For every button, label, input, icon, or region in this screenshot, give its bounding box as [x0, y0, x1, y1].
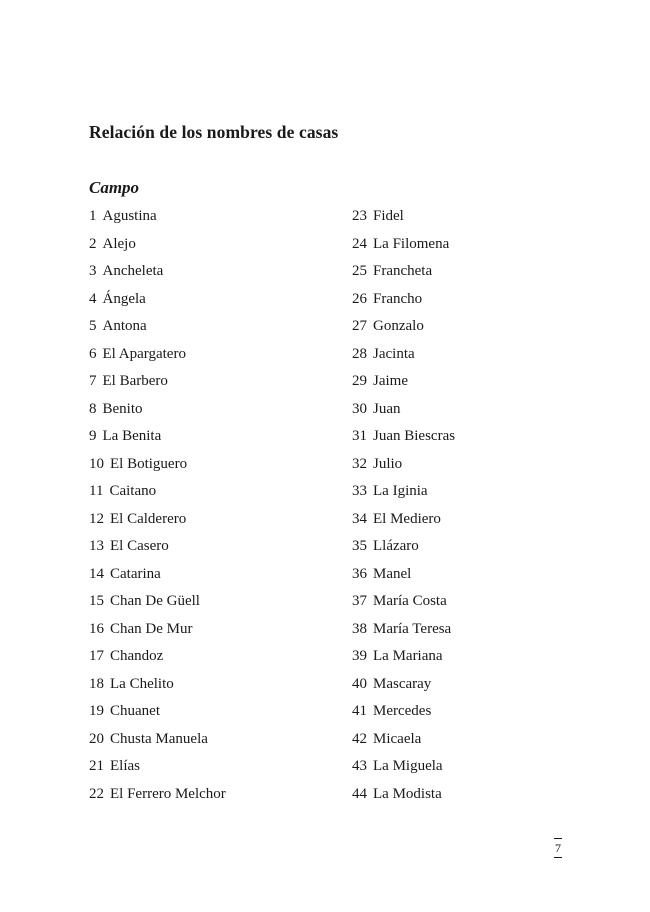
list-item — [352, 451, 455, 479]
list-item — [89, 203, 226, 231]
entry-number: 35 — [352, 538, 367, 554]
page-number-rule-top — [554, 838, 562, 839]
entry-number: 22 — [89, 785, 104, 802]
entry-name: Ángela — [102, 290, 146, 307]
entry-name: Chuanet — [110, 703, 160, 719]
list-item — [352, 203, 455, 231]
entry-number: 26 — [352, 290, 367, 307]
entry-number: 6 — [89, 345, 97, 362]
entry-number: 10 — [89, 455, 104, 472]
entry-name: Manel — [373, 565, 412, 582]
entry-name: Francho — [373, 290, 423, 307]
entry-number: 7 — [89, 373, 97, 389]
entry-number: 15 — [89, 593, 104, 609]
list-item — [352, 478, 455, 506]
name-list-right — [352, 203, 455, 808]
list-item — [89, 671, 226, 699]
entry-number: 23 — [352, 208, 367, 224]
entry-name: La Filomena — [373, 235, 450, 252]
page-number — [551, 836, 565, 860]
entry-number: 27 — [352, 318, 367, 334]
entry-name: Julio — [373, 455, 403, 472]
entry-name: Caitano — [109, 483, 157, 499]
entry-number: 36 — [352, 565, 367, 582]
page-title: Relación de los nombres de casas — [89, 122, 339, 142]
list-item — [352, 588, 455, 616]
entry-name: Jaime — [373, 373, 408, 389]
entry-number: 34 — [352, 510, 367, 527]
list-item — [352, 643, 455, 671]
list-item — [89, 533, 226, 561]
entry-name: Jacinta — [373, 345, 415, 362]
name-list-left — [89, 203, 226, 808]
entry-name: Fidel — [373, 208, 404, 224]
entry-number: 32 — [352, 455, 367, 472]
list-item — [89, 286, 226, 314]
entry-name: El Ferrero Melchor — [110, 785, 226, 802]
entry-number: 20 — [89, 730, 104, 747]
entry-number: 16 — [89, 620, 104, 637]
entry-name: Chan De Mur — [110, 620, 193, 637]
entry-number: 37 — [352, 593, 367, 609]
entry-number: 14 — [89, 565, 104, 582]
entry-number: 11 — [89, 483, 104, 499]
entry-number: 18 — [89, 675, 104, 692]
entry-number: 42 — [352, 730, 367, 747]
list-item — [89, 588, 226, 616]
entry-number: 40 — [352, 675, 367, 692]
entry-number: 24 — [352, 235, 367, 252]
entry-name: La Miguela — [373, 758, 443, 774]
list-item — [352, 313, 455, 341]
entry-name: Llázaro — [373, 538, 419, 554]
entry-name: El Barbero — [102, 373, 168, 389]
list-item — [352, 396, 455, 424]
entry-name: Benito — [102, 400, 143, 417]
list-item — [89, 561, 226, 589]
list-item — [89, 451, 226, 479]
entry-number: 2 — [89, 235, 97, 252]
entry-name: María Teresa — [373, 620, 452, 637]
entry-number: 13 — [89, 538, 104, 554]
list-item — [352, 368, 455, 396]
list-item — [89, 258, 226, 286]
entry-name: El Casero — [110, 538, 169, 554]
list-item — [89, 341, 226, 369]
list-item — [352, 258, 455, 286]
list-item — [352, 423, 455, 451]
list-item — [89, 753, 226, 781]
list-item — [352, 506, 455, 534]
entry-number: 33 — [352, 483, 367, 499]
entry-number: 19 — [89, 703, 104, 719]
list-item — [89, 616, 226, 644]
list-item — [352, 231, 455, 259]
list-item — [352, 533, 455, 561]
list-item — [89, 726, 226, 754]
entry-name: La Modista — [373, 785, 442, 802]
entry-name: Chusta Manuela — [110, 730, 208, 747]
entry-name: Francheta — [373, 263, 433, 279]
entry-name: El Mediero — [373, 510, 441, 527]
entry-number: 3 — [89, 263, 97, 279]
entry-name: La Mariana — [373, 648, 443, 664]
entry-name: El Calderero — [110, 510, 187, 527]
entry-name: Catarina — [110, 565, 161, 582]
entry-name: El Botiguero — [110, 455, 188, 472]
entry-name: Juan — [373, 400, 401, 417]
entry-name: Gonzalo — [373, 318, 424, 334]
page-number-text: 7 — [555, 841, 561, 855]
entry-number: 39 — [352, 648, 367, 664]
entry-name: María Costa — [373, 593, 447, 609]
entry-number: 9 — [89, 428, 97, 444]
list-item — [89, 506, 226, 534]
entry-number: 43 — [352, 758, 367, 774]
section-title: Campo — [89, 178, 140, 197]
list-item — [89, 478, 226, 506]
entry-name: Chan De Güell — [110, 593, 200, 609]
entry-number: 25 — [352, 263, 367, 279]
entry-number: 17 — [89, 648, 104, 664]
entry-name: Ancheleta — [102, 263, 164, 279]
list-item — [89, 781, 226, 809]
entry-name: La Chelito — [110, 675, 174, 692]
entry-name: Elías — [110, 758, 140, 774]
list-item — [352, 616, 455, 644]
list-item — [352, 341, 455, 369]
list-item — [352, 726, 455, 754]
list-item — [352, 753, 455, 781]
entry-name: Chandoz — [110, 648, 164, 664]
entry-number: 1 — [89, 208, 97, 224]
entry-number: 4 — [89, 290, 97, 307]
page-number-rule-bottom — [554, 857, 562, 858]
entry-number: 28 — [352, 345, 367, 362]
entry-number: 5 — [89, 318, 97, 334]
list-item — [89, 698, 226, 726]
entry-name: Juan Biescras — [373, 428, 456, 444]
entry-name: Agustina — [102, 208, 157, 224]
entry-name: La Iginia — [373, 483, 428, 499]
entry-number: 31 — [352, 428, 367, 444]
list-item — [352, 561, 455, 589]
list-item — [352, 698, 455, 726]
entry-name: Antona — [102, 318, 147, 334]
entry-name: La Benita — [102, 428, 162, 444]
list-item — [89, 643, 226, 671]
entry-number: 8 — [89, 400, 97, 417]
list-item — [352, 286, 455, 314]
entry-number: 12 — [89, 510, 104, 527]
entry-number: 44 — [352, 785, 367, 802]
list-item — [89, 368, 226, 396]
list-item — [89, 423, 226, 451]
entry-number: 38 — [352, 620, 367, 637]
list-item — [89, 231, 226, 259]
entry-name: Mercedes — [373, 703, 432, 719]
entry-name: Mascaray — [373, 675, 432, 692]
list-item — [89, 396, 226, 424]
entry-number: 41 — [352, 703, 367, 719]
list-item — [89, 313, 226, 341]
entry-number: 21 — [89, 758, 104, 774]
list-item — [352, 781, 455, 809]
entry-name: Micaela — [373, 730, 422, 747]
list-item — [352, 671, 455, 699]
entry-number: 29 — [352, 373, 367, 389]
entry-name: Alejo — [102, 235, 136, 252]
entry-name: El Apargatero — [102, 345, 186, 362]
entry-number: 30 — [352, 400, 367, 417]
